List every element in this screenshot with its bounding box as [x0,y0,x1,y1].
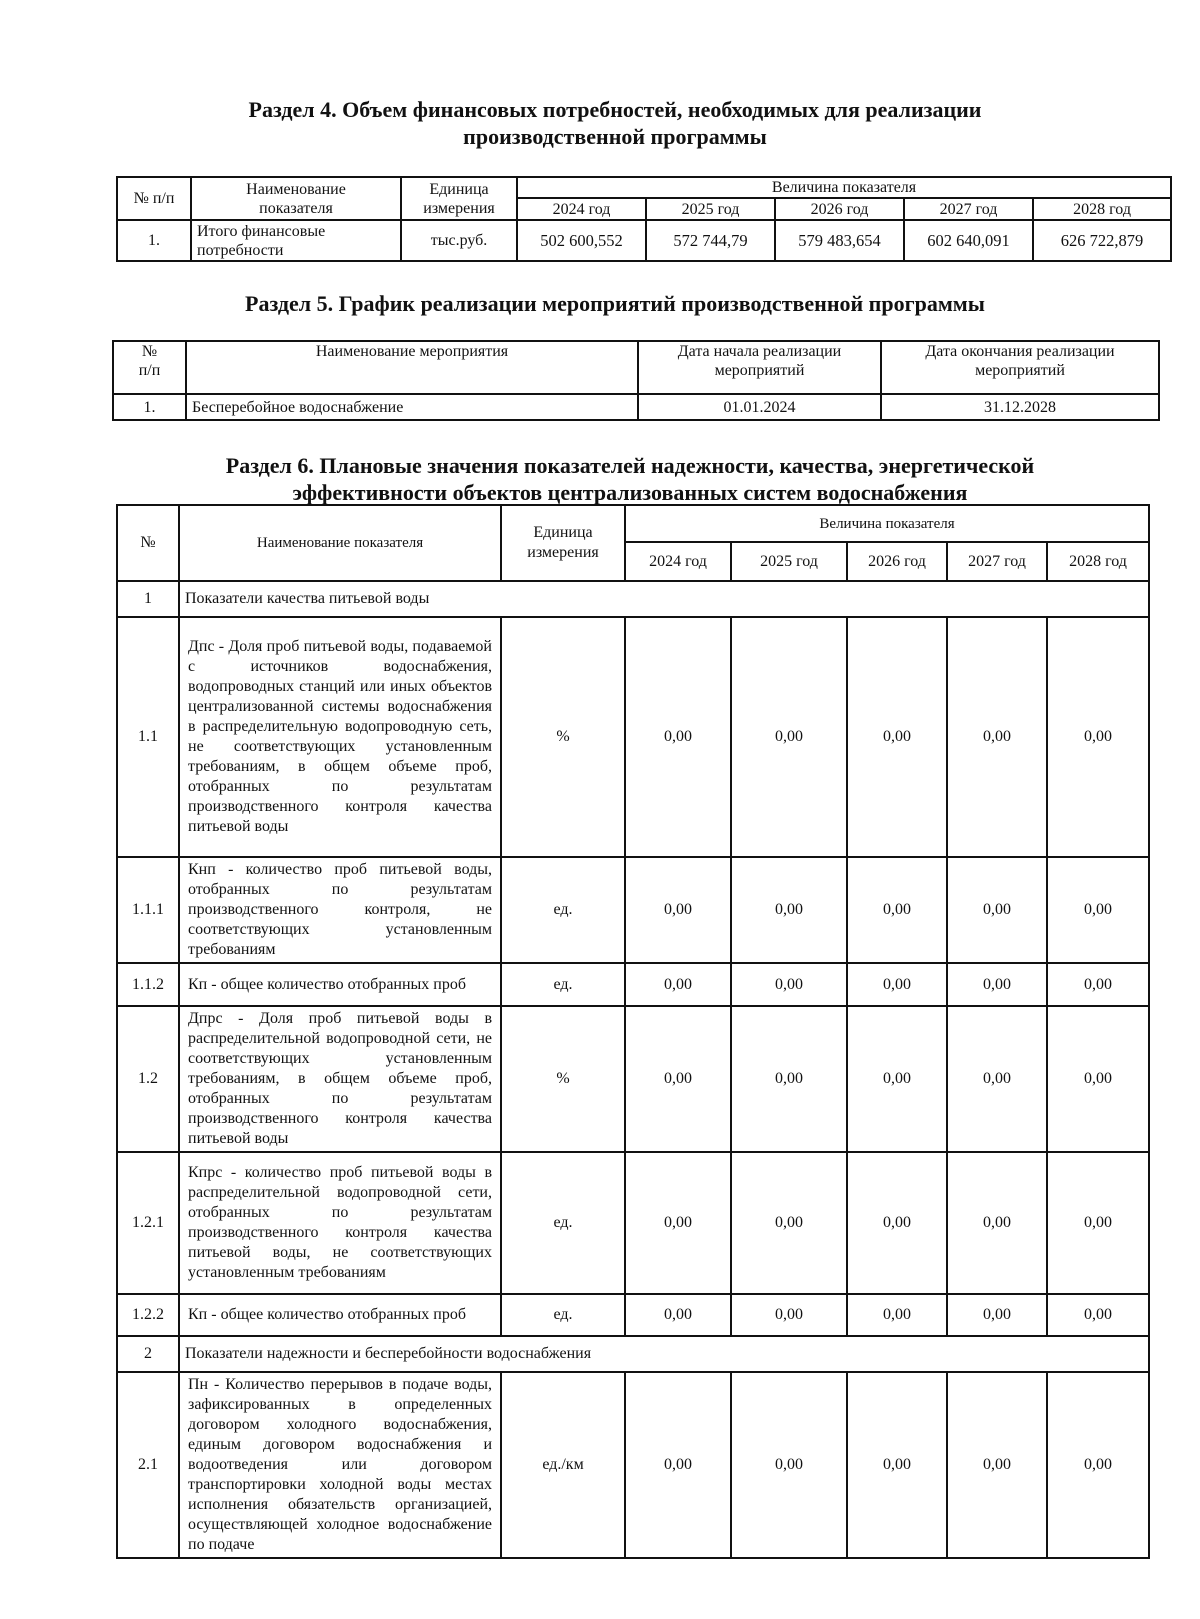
row-value: 0,00 [1047,1294,1149,1336]
row-value: 0,00 [625,1294,731,1336]
group-row [117,581,1149,617]
header-year: 2025 год [646,198,775,220]
row-start-date: 01.01.2024 [638,394,881,420]
row-name: Дпс - Доля проб питьевой воды, подаваемой с источников водоснабжения, водопроводных станций или иных объектов централизованной системы водоснабжения в распределительную водопроводную сеть, не соответствующих установленным требованиям, в общем объеме проб, отобранных по результатам производственного контроля качества питьевой воды [179,617,501,857]
header-unit-line2: измерения [423,199,495,217]
row-value: 0,00 [625,1006,731,1152]
row-value: 0,00 [625,963,731,1006]
header-start-date [638,341,881,394]
row-value: 0,00 [947,963,1047,1006]
section5-title: Раздел 5. График реализации мероприятий производственной программы [245,291,985,316]
row-name: Кп - общее количество отобранных проб [179,963,501,1006]
header-year: 2028 год [1033,198,1171,220]
row-value: 0,00 [947,857,1047,963]
header-year: 2024 год [625,542,731,581]
row-num: 2.1 [117,1372,179,1558]
row-value: 0,00 [847,617,947,857]
header-unit-line2: измерения [527,544,599,561]
indicators-table [116,504,1150,1559]
row-value: 0,00 [731,857,847,963]
header-year: 2024 год [517,198,646,220]
row-num: 1.2.1 [117,1152,179,1294]
row-value: 0,00 [625,857,731,963]
row-name: Бесперебойное водоснабжение [186,394,638,420]
header-start-line1: Дата начала реализации [677,343,842,360]
schedule-table [112,340,1160,421]
row-name-line2: потребности [197,241,284,259]
row-unit: % [501,1006,625,1152]
header-name [191,177,401,220]
table-row [117,1294,1149,1336]
row-num: 1.2.2 [117,1294,179,1336]
row-unit: ед./км [501,1372,625,1558]
row-value: 0,00 [947,1152,1047,1294]
row-num: 1. [113,394,186,420]
header-unit-line1: Единица [429,180,489,198]
row-value: 0,00 [947,1294,1047,1336]
row-value: 626 722,879 [1033,220,1171,261]
row-value: 602 640,091 [904,220,1033,261]
row-end-date: 31.12.2028 [881,394,1159,420]
row-num: 1. [117,220,191,261]
table-row [117,1372,1149,1558]
row-name: Кнп - количество проб питьевой воды, отобранных по результатам производственного контроля, не соответствующих установленным требованиям [179,857,501,963]
group-name: Показатели качества питьевой воды [179,581,1149,617]
row-value: 0,00 [847,857,947,963]
row-name: Кпрс - количество проб питьевой воды в распределительной водопроводной сети, отобранных по результатам производственного контроля качества питьевой воды, не соответствующих установленным требованиям [179,1152,501,1294]
row-value: 0,00 [731,1294,847,1336]
header-year: 2026 год [775,198,904,220]
row-value: 0,00 [731,1372,847,1558]
header-num: № п/п [117,177,191,220]
header-year: 2025 год [731,542,847,581]
header-year: 2028 год [1047,542,1149,581]
header-num: № [117,505,179,581]
row-value: 0,00 [731,1152,847,1294]
header-name-line2: показателя [259,199,333,217]
row-name-line1: Итого финансовые [197,222,326,240]
row-num: 1.1.2 [117,963,179,1006]
row-name: Дпрс - Доля проб питьевой воды в распределительной водопроводной сети, не соответствующих установленным требованиям, в общем объеме проб, отобранных по результатам производственного контроля качества питьевой воды [179,1006,501,1152]
header-name-line1: Наименование [246,180,346,198]
row-value: 0,00 [847,1372,947,1558]
section6-title [0,452,1200,506]
row-unit: ед. [501,1152,625,1294]
group-name: Показатели надежности и бесперебойности водоснабжения [179,1336,1149,1372]
header-name: Наименование мероприятия [186,341,638,394]
row-name: Пн - Количество перерывов в подаче воды, зафиксированных в определенных договором холодного водоснабжения, единым договором водоснабжения и водоотведения или договором транспортировки холодной воды местах исполнения обязательств организацией, осуществляющей холодное водоснабжение по подаче [179,1372,501,1558]
row-value: 0,00 [947,617,1047,857]
row-num: 1.2 [117,1006,179,1152]
row-value: 0,00 [847,963,947,1006]
row-value: 0,00 [625,1152,731,1294]
row-value: 0,00 [625,1372,731,1558]
header-end-line1: Дата окончания реализации [925,343,1115,360]
header-year: 2026 год [847,542,947,581]
section6-title-line1: Раздел 6. Плановые значения показателей надежности, качества, энергетической [225,453,1035,478]
row-value: 0,00 [1047,1152,1149,1294]
header-unit [401,177,517,220]
row-value: 0,00 [1047,857,1149,963]
group-num: 2 [117,1336,179,1372]
table-row [117,1006,1149,1152]
row-value: 0,00 [847,1006,947,1152]
row-name: Кп - общее количество отобранных проб [179,1294,501,1336]
row-value: 0,00 [847,1152,947,1294]
row-name [191,220,401,261]
header-end-line2: мероприятий [975,362,1065,379]
group-row [117,1336,1149,1372]
row-unit: тыс.руб. [401,220,517,261]
header-end-date [881,341,1159,394]
financial-needs-table [116,176,1172,262]
row-value: 0,00 [847,1294,947,1336]
header-name: Наименование показателя [179,505,501,581]
table-row [117,1152,1149,1294]
row-value: 579 483,654 [775,220,904,261]
row-value: 572 744,79 [646,220,775,261]
header-value-group: Величина показателя [517,177,1171,198]
row-value: 0,00 [731,617,847,857]
row-value: 0,00 [947,1372,1047,1558]
group-num: 1 [117,581,179,617]
row-value: 0,00 [625,617,731,857]
header-unit [501,505,625,581]
table-row [113,394,1159,420]
row-value: 0,00 [1047,1372,1149,1558]
header-num-line2: п/п [138,362,161,379]
header-year: 2027 год [947,542,1047,581]
row-unit: % [501,617,625,857]
header-year: 2027 год [904,198,1033,220]
row-unit: ед. [501,963,625,1006]
header-unit-line1: Единица [533,524,593,541]
section6-title-line2: эффективности объектов централизованных систем водоснабжения [292,480,968,505]
row-unit: ед. [501,1294,625,1336]
row-value: 0,00 [947,1006,1047,1152]
table-row [117,617,1149,857]
row-value: 0,00 [1047,1006,1149,1152]
row-unit: ед. [501,857,625,963]
table-row [117,857,1149,963]
row-value: 0,00 [731,1006,847,1152]
header-start-line2: мероприятий [714,362,805,379]
table-row [117,220,1171,261]
row-value: 502 600,552 [517,220,646,261]
header-value-group: Величина показателя [625,505,1149,542]
row-value: 0,00 [1047,963,1149,1006]
section4-title [0,96,1200,150]
header-num [113,341,186,394]
section4-title-line2: производственной программы [463,124,767,149]
header-num-line1: № [141,343,158,360]
row-num: 1.1.1 [117,857,179,963]
row-num: 1.1 [117,617,179,857]
section4-title-line1: Раздел 4. Объем финансовых потребностей, необходимых для реализации [248,97,982,122]
row-value: 0,00 [731,963,847,1006]
table-row [117,963,1149,1006]
row-value: 0,00 [1047,617,1149,857]
